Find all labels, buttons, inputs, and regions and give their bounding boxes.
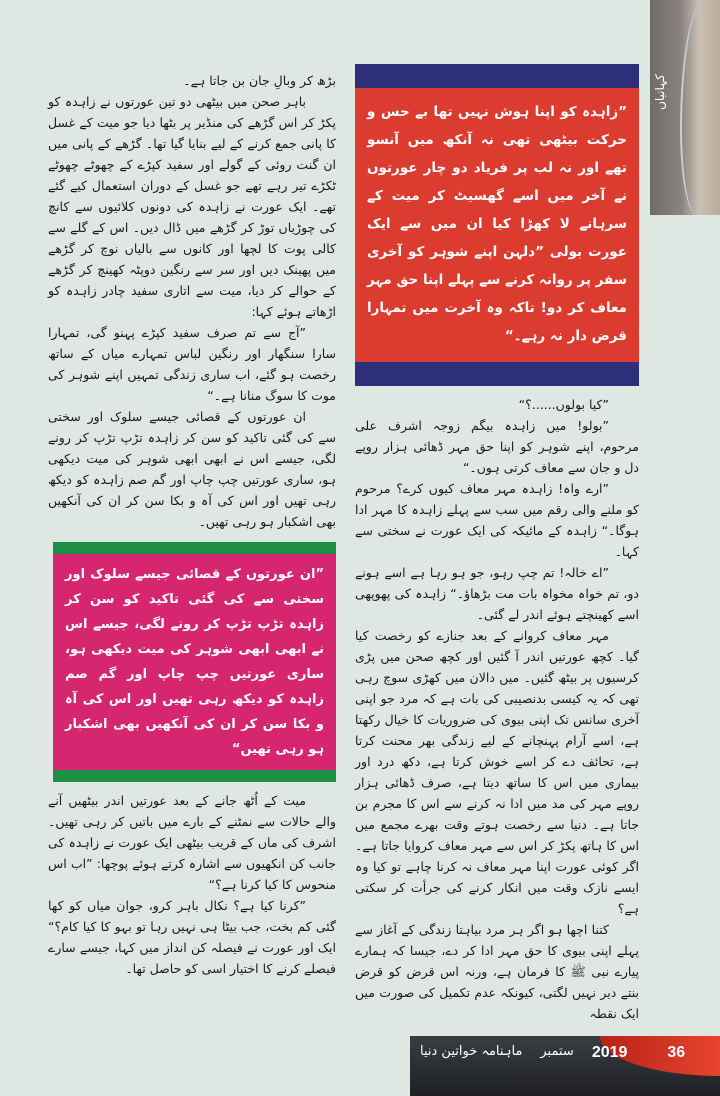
pull-quote-text: ”زاہدہ کو اپنا ہوش نہیں تھا بے حس و حرکت بیٹھی تھی نہ آنکھ میں آنسو تھے اور نہ لب پر فریاد دو چار عورتوں نے آخر میں اسے گھسیٹ کر میت کے سرہانے لا کھڑا کیا ان میں سے ایک عورت بولی ”دلہن اپنے شوہر کو آخری سفر پر روانہ کرنے سے پہلے اپنا حق مہر معاف کر دو! تاکہ وہ آخرت میں تمہارا قرض دار نہ رہے۔“ xyxy=(367,104,627,344)
right-column-text xyxy=(355,394,639,1024)
page-number: 36 xyxy=(667,1044,686,1061)
paragraph: ”بولو! میں زاہدہ بیگم زوجہ اشرف علی مرحوم، اپنے شوہر کو اپنا حق مہر ڈھائی ہزار روپے دل و جان سے معاف کرتی ہوں۔“ xyxy=(355,418,639,475)
navy-band-top xyxy=(355,64,639,88)
paragraph: ان عورتوں کے قصائی جیسے سلوک اور سختی سے کی گئی تاکید کو سن کر زاہدہ تڑپ تڑپ کر رونے لگی، جیسے اس نے ابھی ابھی شوہر کی میت دیکھی ہو، ساری عورتیں چپ چاپ اور گم صم زاہدہ کو دیکھ رہی تھیں اور اس کی آہ و بکا سن کر ان کی آنکھیں بھی اشکبار ہو رہی تھیں۔ xyxy=(48,409,336,529)
paragraph: کتنا اچھا ہو اگر ہر مرد بیاہتا زندگی کے آغاز سے پہلے اپنی بیوی کا حق مہر ادا کر دے، جیسا کہ ہمارے پیارے نبی ﷺ کا فرمان ہے، ورنہ اس قرض کو قرض بنتے دیر نہیں لگتی، کیونکہ عدم تکمیل کی صورت میں ایک نقطہ xyxy=(355,922,639,1021)
left-column xyxy=(48,64,336,979)
pull-quote-pink xyxy=(53,542,336,782)
paragraph: باہر صحن میں بیٹھی دو تین عورتوں نے زاہدہ کو پکڑ کر اس گڑھے کی منڈیر پر بٹھا دیا جو میت کے غسل کا پانی جمع کرنے کے لیے بنایا گیا تھا۔ گڑھے کے پانی میں ان گنت روئی کے گولے اور سفید کپڑے کے چھوٹے چھوٹے ٹکڑے تیر رہے تھے جو غسل کے دوران استعمال کیے گئے تھے۔ ایک عورت نے زاہدہ کی دونوں کلائیوں سے کانچ کی چوڑیاں توڑ کر گڑھے میں ڈال دیں۔ اس کے گلے سے کالی پوت کا لچھا اور کانوں سے بالیاں نوچ کر گڑھے میں پھینک دیں اور سر سے رنگین دوپٹہ کھینچ کر گڑھے کے حوالے کر دیا، میت سے اتاری سفید چادر زاہدہ کو اڑھاتے ہوئے کہا: xyxy=(48,94,336,319)
decorative-curve xyxy=(680,0,720,215)
navy-band-bottom xyxy=(355,362,639,386)
right-column xyxy=(355,64,639,1024)
pull-quote-text: ”ان عورتوں کے قصائی جیسے سلوک اور سختی سے کی گئی تاکید کو سن کر زاہدہ تڑپ تڑپ کر رونے لگی، جیسے اس نے ابھی ابھی شوہر کی میت دیکھی ہو، ساری عورتیں چپ چاپ اور گم صم زاہدہ کو دیکھ رہی تھیں اور اس کی آہ و بکا سن کر ان کی آنکھیں بھی اشکبار ہو رہی تھیں“ xyxy=(65,567,324,757)
paragraph: مہر معاف کروانے کے بعد جنازے کو رخصت کیا گیا۔ کچھ عورتیں اندر آ گئیں اور کچھ صحن میں پڑی کرسیوں پر بیٹھ گئیں۔ میں دالان میں کھڑی سوچ رہی تھی کہ یہ کیسی بدنصیبی کی بات ہے کہ مرد جو اپنی آخری سانس تک اپنی بیوی کی ضروریات کا خیال رکھتا ہے، اسے آرام پہنچانے کے لیے زندگی بھر محنت کرتا ہے، تحائف دے کر اسے خوش کرتا ہے، دکھ درد اور بیماری میں اس کا ساتھ دیتا ہے، صرف ڈھائی ہزار روپے مہر کی مد میں ادا نہ کرنے سے اس کا مجرم بن جاتا ہے۔ دنیا سے رخصت ہوتے وقت بھرے مجمع میں اس کا ہاتھ پکڑ کر اس سے مہر معاف کروایا جاتا ہے۔ اگر کوئی عورت اپنا مہر معاف نہ کرنا چاہے تو کیا وہ ایسے نازک وقت میں انکار کرنے کی جرأت کر سکتی ہے؟ xyxy=(355,628,639,916)
left-column-text xyxy=(48,64,336,532)
paragraph: میت کے اُٹھ جانے کے بعد عورتیں اندر بیٹھیں آنے والے حالات سے نمٹنے کے بارے میں باتیں کر رہی تھیں۔ اشرف کی ماں کے قریب بیٹھی ایک عورت نے زاہدہ کی جانب کن انکھیوں سے اشارہ کرتے ہوئے پوچھا: ”اب اس منحوس کا کیا کرنا ہے؟“ xyxy=(48,793,336,892)
paragraph: ”آج سے تم صرف سفید کپڑے پہنو گی، تمہارا سارا سنگھار اور رنگین لباس تمہارے میاں کے ساتھ رخصت ہو گئے، اب ساری زندگی تمہیں اپنے شوہر کی موت کا سوگ منانا ہے۔“ xyxy=(48,325,336,403)
magazine-name: ماہنامہ خواتین دنیا xyxy=(420,1044,523,1059)
paragraph: بڑھ کر وبالِ جان بن جاتا ہے۔ xyxy=(183,73,336,88)
paragraph: ”کرنا کیا ہے؟ نکال باہر کرو، جوان میاں کو کھا گئی کم بخت، جب بیٹا ہی نہیں رہا تو بہو کا کیا کام؟“ ایک اور عورت نے فیصلہ کن انداز میں کہا، جیسے سارے فیصلے کرنے کا اختیار اسی کو حاصل تھا۔ xyxy=(48,898,336,976)
section-tab xyxy=(650,0,720,215)
paragraph: ”ارے واہ! زاہدہ مہر معاف کیوں کرے؟ مرحوم کو ملنے والی رقم میں سب سے پہلے زاہدہ کا مہر ادا ہوگا۔“ زاہدہ کے مائیکہ کی ایک عورت نے سختی سے کہا۔ xyxy=(355,481,639,559)
pull-quote-red xyxy=(355,64,639,386)
issue-month: ستمبر xyxy=(540,1044,574,1059)
paragraph: ”اے خالہ! تم چپ رہو، جو ہو رہا ہے اسے ہونے دو، تم خواہ مخواہ بات مت بڑھاؤ۔“ زاہدہ کی پھوپھی اسے کھینچتے ہوئے اندر لے گئی۔ xyxy=(355,565,639,622)
section-label: کہانیاں xyxy=(652,74,667,110)
paragraph: ”کیا بولوں......؟“ xyxy=(518,397,609,412)
left-column-text-bottom xyxy=(48,790,336,979)
page-footer xyxy=(410,1036,720,1096)
green-band-bottom xyxy=(53,770,336,782)
issue-year: 2019 xyxy=(591,1044,628,1061)
green-band-top xyxy=(53,542,336,554)
